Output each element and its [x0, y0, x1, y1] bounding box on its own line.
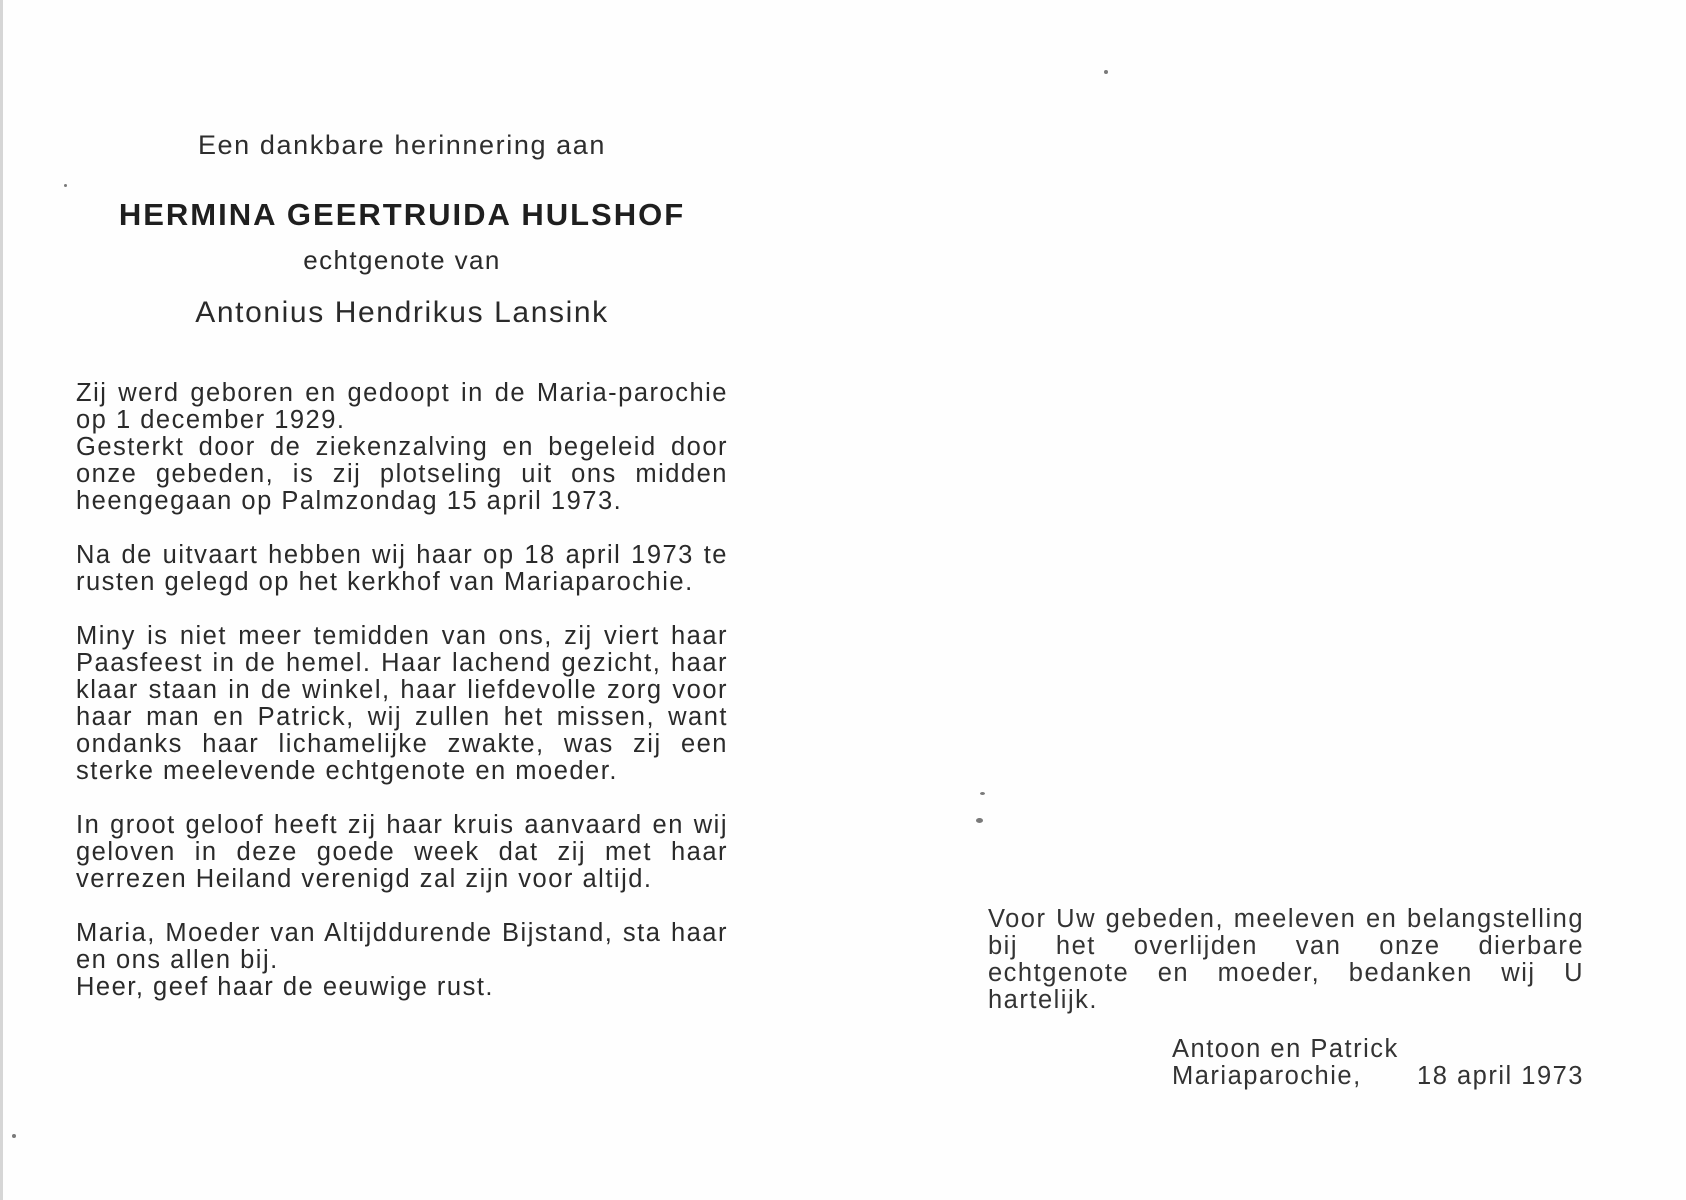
print-speck — [12, 1134, 16, 1138]
date: 18 april 1973 — [1417, 1062, 1584, 1090]
place-date-line — [1172, 1063, 1584, 1090]
spouse-name: Antonius Hendrikus Lansink — [195, 296, 609, 329]
rest-prayer-line: Heer, geef haar de eeuwige rust. — [76, 973, 494, 1001]
remembrance-paragraph: Miny is niet meer temidden van ons, zij viert haar Paasfeest in de hemel. Haar lachend gezicht, haar klaar staan in de winkel, haar liefdevolle zorg voor haar man en Patrick, wij zullen het missen, want ondanks haar lichamelijke zwakte, was zij een sterke meelevende echtgenote en moeder. — [76, 622, 728, 785]
death-sentence: Gesterkt door de ziekenzalving en begeleid door onze gebeden, is zij plotseling uit ons midden heengegaan op Palmzondag 15 april 1973. — [76, 433, 728, 515]
prayer-line: Maria, Moeder van Altijddurende Bijstand, sta haar en ons allen bij. — [76, 919, 728, 974]
place: Mariaparochie, — [1172, 1062, 1362, 1090]
birth-paragraph — [76, 380, 728, 515]
spouse-label: echtgenote van — [303, 245, 501, 275]
signature-block — [1172, 1036, 1584, 1090]
print-speck — [976, 818, 983, 823]
deceased-name: HERMINA GEERTRUIDA HULSHOF — [118, 197, 686, 232]
thanks-text: Voor Uw gebeden, meeleven en belangstelling bij het overlijden van onze dierbare echtgenote en moeder, bedanken wij U hartelijk. — [988, 905, 1584, 1014]
card-edge — [0, 0, 3, 1200]
birth-sentence: Zij werd geboren en gedoopt in de Maria-parochie op 1 december 1929. — [76, 379, 728, 434]
print-speck — [980, 792, 985, 795]
print-speck — [64, 184, 67, 187]
intro-line: Een dankbare herinnering aan — [197, 130, 607, 160]
print-speck — [1104, 70, 1108, 74]
faith-paragraph: In groot geloof heeft zij haar kruis aanvaard en wij geloven in deze goede week dat zij met haar verrezen Heiland verenigd zal zijn voor altijd. — [76, 811, 728, 893]
prayer-paragraph — [76, 920, 728, 1001]
signatories: Antoon en Patrick — [1172, 1035, 1399, 1063]
thanks-page — [988, 906, 1584, 1090]
burial-paragraph: Na de uitvaart hebben wij haar op 18 april 1973 te rusten gelegd op het kerkhof van Mariaparochie. — [76, 541, 728, 596]
obituary-text — [76, 380, 728, 1001]
obituary-page — [76, 118, 728, 1001]
